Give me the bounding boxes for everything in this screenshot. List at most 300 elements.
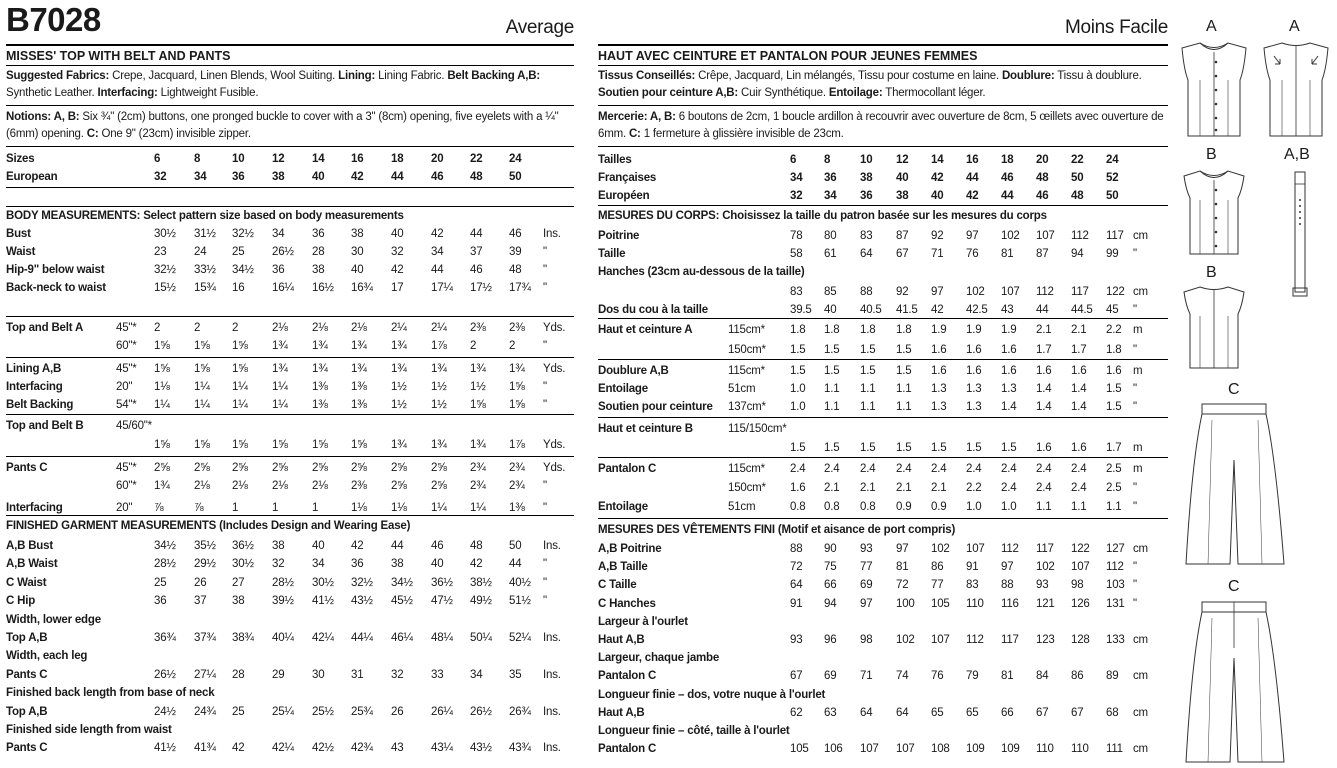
size-value: 14 — [312, 153, 325, 165]
fig-label-c-front: C — [1228, 381, 1240, 398]
size-value: 1¼ — [431, 502, 447, 514]
size-value: 2 — [154, 322, 161, 334]
unit-label: " — [543, 264, 547, 276]
row-fabric-width: 54"* — [116, 399, 137, 411]
yardage-row-fr — [598, 398, 1168, 416]
size-value: 1¼ — [154, 399, 170, 411]
unit-label: " — [543, 282, 547, 294]
size-value: 8 — [194, 153, 201, 165]
size-value: 1.6 — [1036, 365, 1052, 377]
size-value: 2.4 — [966, 463, 982, 475]
row-fabric-width: 20" — [116, 502, 133, 514]
size-value: 1.4 — [1036, 401, 1052, 413]
size-value: 1¼ — [272, 381, 288, 393]
size-value: 2¾ — [509, 462, 525, 474]
finished-subheading-fr — [598, 649, 1168, 667]
size-value: 1.6 — [1071, 442, 1087, 454]
size-value: 25¾ — [351, 705, 373, 718]
size-value: 2⅝ — [431, 480, 447, 492]
size-value: 28 — [312, 246, 325, 258]
size-value: 33½ — [194, 264, 216, 276]
size-value: 64 — [860, 706, 873, 719]
size-value: 14 — [931, 154, 944, 166]
size-value: 44 — [391, 540, 404, 552]
divider — [598, 518, 1168, 519]
size-value: 16 — [966, 154, 979, 166]
size-value: 102 — [966, 286, 985, 298]
row-label: A,B Taille — [598, 561, 648, 574]
size-value: 1.5 — [790, 365, 806, 377]
unit-label: m — [1133, 365, 1143, 377]
size-value: 17¾ — [509, 282, 531, 294]
row-label: Longueur finie – côté, taille à l'ourlet — [598, 725, 790, 737]
unit-label: " — [1133, 561, 1137, 574]
row-label: Waist — [6, 246, 36, 258]
size-value: 58 — [790, 248, 803, 260]
row-label: Hip-9" below waist — [6, 264, 105, 276]
size-value: 42¾ — [351, 742, 373, 755]
size-value: 42 — [470, 558, 483, 571]
size-value: 1¾ — [351, 340, 367, 352]
size-value: 41½ — [154, 742, 176, 755]
unit-label: " — [543, 381, 547, 393]
size-value: 42 — [931, 172, 944, 184]
size-value: 2.5 — [1106, 463, 1122, 475]
size-value: 1⅝ — [154, 439, 170, 451]
size-value: 100 — [896, 597, 915, 610]
yardage-b-row — [6, 436, 574, 454]
size-value: 1⅜ — [351, 381, 367, 393]
size-value: 1.5 — [1106, 383, 1122, 395]
size-value: 2.5 — [1106, 482, 1122, 494]
size-value: 2⅝ — [431, 462, 447, 474]
finished-row-fr — [598, 667, 1168, 685]
unit-label: " — [543, 246, 547, 258]
size-value: 2.4 — [931, 463, 947, 475]
divider — [6, 187, 574, 188]
unit-label: Ins. — [543, 540, 561, 552]
size-value: 93 — [1036, 579, 1049, 592]
size-value: 2.4 — [1071, 482, 1087, 494]
size-value: 48 — [470, 540, 483, 552]
size-value: 83 — [860, 230, 873, 242]
size-value: 44 — [966, 172, 979, 184]
size-value: 66 — [824, 579, 837, 592]
size-value: 22 — [1071, 154, 1084, 166]
size-value: 2¾ — [470, 480, 486, 492]
fig-label-a-front: A — [1206, 18, 1217, 35]
size-value: 1.1 — [824, 383, 840, 395]
row-fabric-width: 150cm* — [728, 344, 766, 356]
size-value: 97 — [931, 286, 944, 298]
finished-row — [6, 666, 574, 684]
unit-label: Ins. — [543, 668, 561, 681]
size-value: 65 — [931, 706, 944, 719]
size-value: 71 — [931, 248, 944, 260]
size-value: 78 — [790, 230, 803, 242]
size-value: 6 — [790, 154, 797, 166]
size-value: 24 — [1106, 154, 1119, 166]
size-value: 116 — [1001, 597, 1019, 610]
row-label: Interfacing — [6, 502, 63, 514]
size-value: 1.8 — [860, 324, 876, 336]
size-value: 123 — [1036, 634, 1055, 646]
row-label: Finished side length from waist — [6, 724, 172, 736]
size-value: 36 — [312, 228, 325, 240]
size-value: 1.5 — [790, 442, 806, 454]
size-value: 43¼ — [431, 742, 453, 755]
size-value: 1.6 — [931, 344, 947, 356]
size-value: 106 — [824, 743, 843, 756]
row-label: Pantalon C — [598, 743, 657, 756]
yardage-b-label-row-fr — [598, 420, 1168, 438]
size-value: 1.1 — [896, 383, 912, 395]
size-value: 16½ — [312, 282, 334, 294]
size-value: 76 — [931, 670, 944, 683]
row-label: Interfacing — [6, 381, 63, 393]
size-value: 40 — [312, 171, 325, 183]
size-value: 26½ — [272, 246, 294, 258]
size-value: 1.5 — [896, 442, 912, 454]
size-value: 69 — [824, 670, 837, 683]
size-value: 107 — [860, 743, 879, 756]
size-value: 75 — [824, 561, 837, 574]
size-value: 102 — [931, 543, 950, 555]
body-row-fr — [598, 245, 1168, 263]
size-value: 29 — [272, 668, 285, 681]
size-value: 46 — [1036, 190, 1049, 202]
size-value: 2 — [470, 340, 477, 352]
size-value: 50¼ — [470, 632, 492, 644]
finished-measurements-heading-fr: MESURES DES VÊTEMENTS FINI (Motif et aisance de port compris) — [598, 524, 956, 536]
size-value: 2⅝ — [351, 462, 367, 474]
size-value: 48 — [509, 264, 522, 276]
unit-label: " — [543, 480, 547, 492]
size-value: 30 — [312, 668, 325, 681]
size-value: 44 — [509, 558, 522, 571]
size-value: 1⅝ — [470, 399, 486, 411]
size-value: 1⅝ — [232, 363, 248, 375]
european-row-fr — [598, 187, 1168, 205]
size-value: 92 — [931, 230, 944, 242]
row-label: Tailles — [598, 154, 632, 166]
size-value: 74 — [896, 670, 909, 683]
pants-back-sketch-icon — [1182, 598, 1292, 766]
size-value: 18 — [391, 153, 404, 165]
size-value: 38 — [391, 558, 404, 571]
size-value: 1.0 — [1001, 501, 1017, 513]
size-value: 81 — [896, 561, 909, 574]
size-value: 1.6 — [966, 365, 982, 377]
finished-subheading — [6, 721, 574, 739]
size-value: 2.4 — [1001, 463, 1017, 475]
size-value: 48¼ — [431, 632, 453, 644]
size-value: 121 — [1036, 597, 1055, 610]
size-value: 1.4 — [1071, 401, 1087, 413]
row-fabric-width: 137cm* — [728, 401, 766, 413]
size-value: 133 — [1106, 634, 1125, 646]
top-b-back-sketch-icon — [1178, 284, 1250, 372]
row-label: Pantalon C — [598, 463, 657, 475]
size-value: 31½ — [194, 228, 216, 240]
size-value: 89 — [1106, 670, 1119, 683]
notions: Notions: A, B: Six ¾" (2cm) buttons, one pronged buckle to cover with a 3" (8cm) opening, five eyelets with a ¼" (6mm) opening. C: One 9" (23cm) invisible zipper. — [6, 109, 574, 147]
row-label: Top and Belt A — [6, 322, 84, 334]
unit-label: cm — [1133, 286, 1148, 298]
size-value: 38 — [312, 264, 325, 276]
size-value: 38 — [232, 595, 245, 608]
divider — [598, 457, 1168, 458]
size-value: 72 — [896, 579, 909, 592]
size-value: 1.1 — [860, 401, 876, 413]
size-value: 1⅞ — [509, 439, 525, 451]
size-value: 2.4 — [896, 463, 912, 475]
size-value: 36 — [824, 172, 837, 184]
row-label: Haut et ceinture A — [598, 324, 693, 336]
row-label: A,B Bust — [6, 540, 53, 552]
size-value: 49½ — [470, 595, 492, 608]
unit-label: " — [1133, 482, 1137, 494]
size-value: 36¾ — [154, 632, 176, 644]
size-value: 2⅛ — [232, 480, 248, 492]
size-value: 1½ — [431, 381, 447, 393]
size-value: 1.5 — [1001, 442, 1017, 454]
size-value: 25¼ — [272, 705, 294, 718]
size-value: 2⅛ — [194, 480, 210, 492]
size-value: 43¾ — [509, 742, 531, 755]
size-value: 48 — [1071, 190, 1084, 202]
size-value: 26¼ — [431, 705, 453, 718]
size-value: 83 — [966, 579, 979, 592]
size-value: 1⅝ — [272, 439, 288, 451]
size-value: 2⅝ — [312, 462, 328, 474]
yardage-row-fr — [598, 498, 1168, 516]
size-value: 1¾ — [509, 363, 525, 375]
size-value: 25 — [154, 576, 167, 589]
size-value: 1¾ — [470, 439, 486, 451]
size-value: 62 — [790, 706, 803, 719]
size-value: 1.1 — [1036, 501, 1052, 513]
size-value: 1¼ — [194, 381, 210, 393]
row-label: C Taille — [598, 579, 637, 592]
size-value: 39½ — [272, 595, 294, 608]
difficulty-label-fr: Moins Facile — [1064, 17, 1168, 38]
row-fabric-width: 115cm* — [728, 463, 765, 475]
size-value: 112 — [1036, 286, 1054, 298]
size-value: 1.6 — [1106, 365, 1122, 377]
size-value: 34½ — [154, 540, 176, 552]
size-value: 1⅛ — [391, 502, 407, 514]
size-value: 38 — [351, 228, 364, 240]
size-value: 26½ — [154, 668, 176, 681]
pattern-title-fr: HAUT AVEC CEINTURE ET PANTALON POUR JEUNES FEMMES — [598, 44, 1168, 66]
size-value: 1⅜ — [351, 399, 367, 411]
unit-label: cm — [1133, 706, 1148, 719]
size-value: 37¾ — [194, 632, 216, 644]
size-value: 47½ — [431, 595, 453, 608]
size-value: 1.8 — [896, 324, 912, 336]
size-value: 103 — [1106, 579, 1125, 592]
size-value: 112 — [1071, 230, 1089, 242]
size-value: 80 — [824, 230, 837, 242]
pants-front-sketch-icon — [1182, 400, 1292, 570]
size-value: 25 — [232, 246, 245, 258]
size-value: 65 — [966, 706, 979, 719]
size-value: 15½ — [154, 282, 176, 294]
size-value: 40 — [351, 264, 364, 276]
size-value: 1¾ — [351, 363, 367, 375]
size-value: 1.8 — [1106, 344, 1122, 356]
size-value: 1¾ — [470, 363, 486, 375]
size-value: 32½ — [154, 264, 176, 276]
row-fabric-width: 51cm — [728, 501, 756, 513]
size-value: 1⅛ — [154, 381, 170, 393]
size-value: 107 — [1036, 230, 1055, 242]
divider — [6, 515, 574, 516]
size-value: 66 — [1001, 706, 1014, 719]
size-value: 44 — [1036, 304, 1049, 316]
top-b-front-sketch-icon — [1178, 168, 1250, 258]
size-value: 64 — [860, 248, 873, 260]
unit-label: Yds. — [543, 363, 566, 375]
row-label: Hanches (23cm au-dessous de la taille) — [598, 266, 805, 278]
size-value: 2.1 — [896, 482, 912, 494]
suggested-fabrics-fr: Tissus Conseillés: Crêpe, Jacquard, Lin mélangés, Tissu pour costume en laine. Doublure: Tissu à doublure. Soutien pour ceinture A,B: Cuir Synthétique. Entoilage: Thermocollant léger. — [598, 68, 1168, 106]
size-value: 96 — [824, 634, 837, 646]
size-value: 42¼ — [272, 742, 294, 755]
size-value: 0.8 — [824, 501, 840, 513]
size-value: 35½ — [194, 540, 216, 552]
row-fabric-width: 115/150cm* — [728, 423, 787, 435]
size-value: 88 — [860, 286, 873, 298]
size-value: 81 — [1001, 248, 1014, 260]
size-value: 1.6 — [1036, 442, 1052, 454]
yardage-row-fr — [598, 380, 1168, 398]
size-value: 1⅝ — [232, 439, 248, 451]
size-value: 45½ — [391, 595, 413, 608]
size-value: 79 — [966, 670, 979, 683]
size-value: 32½ — [232, 228, 254, 240]
size-value: 81 — [1001, 670, 1014, 683]
size-value: 122 — [1106, 286, 1125, 298]
size-value: 1.8 — [790, 324, 806, 336]
size-value: 2.4 — [824, 463, 840, 475]
unit-label: Yds. — [543, 462, 566, 474]
size-value: 1⅝ — [312, 439, 328, 451]
size-value: 93 — [790, 634, 803, 646]
finished-subheading-fr — [598, 686, 1168, 704]
row-label: Top and Belt B — [6, 420, 84, 432]
size-value: 67 — [896, 248, 909, 260]
size-value: 1.7 — [1071, 344, 1087, 356]
size-value: 1¼ — [194, 399, 210, 411]
size-value: 34½ — [391, 576, 413, 589]
row-label: Haut et ceinture B — [598, 423, 693, 435]
yardage-row — [6, 360, 574, 378]
size-value: 42¼ — [312, 632, 334, 644]
row-label: Longueur finie – dos, votre nuque à l'ourlet — [598, 688, 826, 701]
yardage-row-fr — [598, 321, 1168, 339]
size-value: 2⅜ — [470, 322, 486, 334]
size-value: 28½ — [154, 558, 176, 571]
size-value: 40¼ — [272, 632, 294, 644]
body-row — [6, 279, 574, 297]
size-value: 40 — [431, 558, 444, 571]
size-value: 2⅛ — [312, 322, 328, 334]
row-label: Françaises — [598, 172, 657, 184]
size-value: 2⅜ — [509, 322, 525, 334]
size-value: 48 — [1036, 172, 1049, 184]
size-value: 46 — [470, 264, 483, 276]
size-value: 30 — [351, 246, 364, 258]
pattern-title: MISSES' TOP WITH BELT AND PANTS — [6, 44, 574, 66]
size-value: 40½ — [509, 576, 531, 589]
size-value: 32 — [391, 246, 404, 258]
size-value: 22 — [470, 153, 483, 165]
size-value: 1¼ — [272, 399, 288, 411]
row-label: Largeur, chaque jambe — [598, 652, 720, 665]
size-value: 1.3 — [966, 383, 982, 395]
size-value: 1¾ — [272, 363, 288, 375]
row-label: Pantalon C — [598, 670, 657, 683]
unit-label: cm — [1133, 543, 1148, 555]
size-value: 107 — [896, 743, 915, 756]
size-value: 36 — [272, 264, 285, 276]
unit-label: " — [543, 576, 547, 589]
unit-label: Ins. — [543, 705, 561, 718]
row-label: Lining A,B — [6, 363, 62, 375]
yardage-b-row-fr — [598, 439, 1168, 457]
unit-label: " — [543, 502, 547, 514]
row-label: Haut A,B — [598, 634, 645, 646]
hip-label-fr — [598, 263, 1168, 281]
size-value: 2 — [509, 340, 516, 352]
size-value: 26½ — [470, 705, 492, 718]
size-value: 25½ — [312, 705, 334, 718]
size-value: 2⅜ — [351, 480, 367, 492]
row-label: Back-neck to waist — [6, 282, 106, 294]
garment-sketches — [1172, 0, 1337, 768]
size-value: 105 — [790, 743, 809, 756]
row-label: C Hanches — [598, 597, 656, 610]
unit-label: Ins. — [543, 742, 561, 755]
size-value: 29½ — [194, 558, 216, 571]
unit-label: cm — [1133, 634, 1148, 646]
size-value: 46 — [1001, 172, 1014, 184]
size-value: 1⅝ — [154, 363, 170, 375]
size-value: 1.1 — [1071, 501, 1087, 513]
size-value: 17¼ — [431, 282, 453, 294]
finished-row-fr — [598, 631, 1168, 649]
divider — [598, 318, 1168, 319]
size-value: 1⅝ — [509, 399, 525, 411]
size-value: 76 — [966, 248, 979, 260]
size-value: 44 — [470, 228, 483, 240]
size-value: 99 — [1106, 248, 1119, 260]
size-value: 87 — [896, 230, 909, 242]
finished-row-fr — [598, 740, 1168, 758]
size-value: 1.6 — [1071, 365, 1087, 377]
yardage-row-fr — [598, 460, 1168, 478]
size-value: 109 — [966, 743, 985, 756]
row-fabric-width: 45/60"* — [116, 420, 152, 432]
size-value: 40 — [391, 228, 404, 240]
unit-label: " — [543, 399, 547, 411]
size-value: 108 — [931, 743, 950, 756]
size-value: 40 — [312, 540, 325, 552]
top-front-sketch-icon — [1178, 40, 1250, 140]
size-value: 85 — [824, 286, 837, 298]
